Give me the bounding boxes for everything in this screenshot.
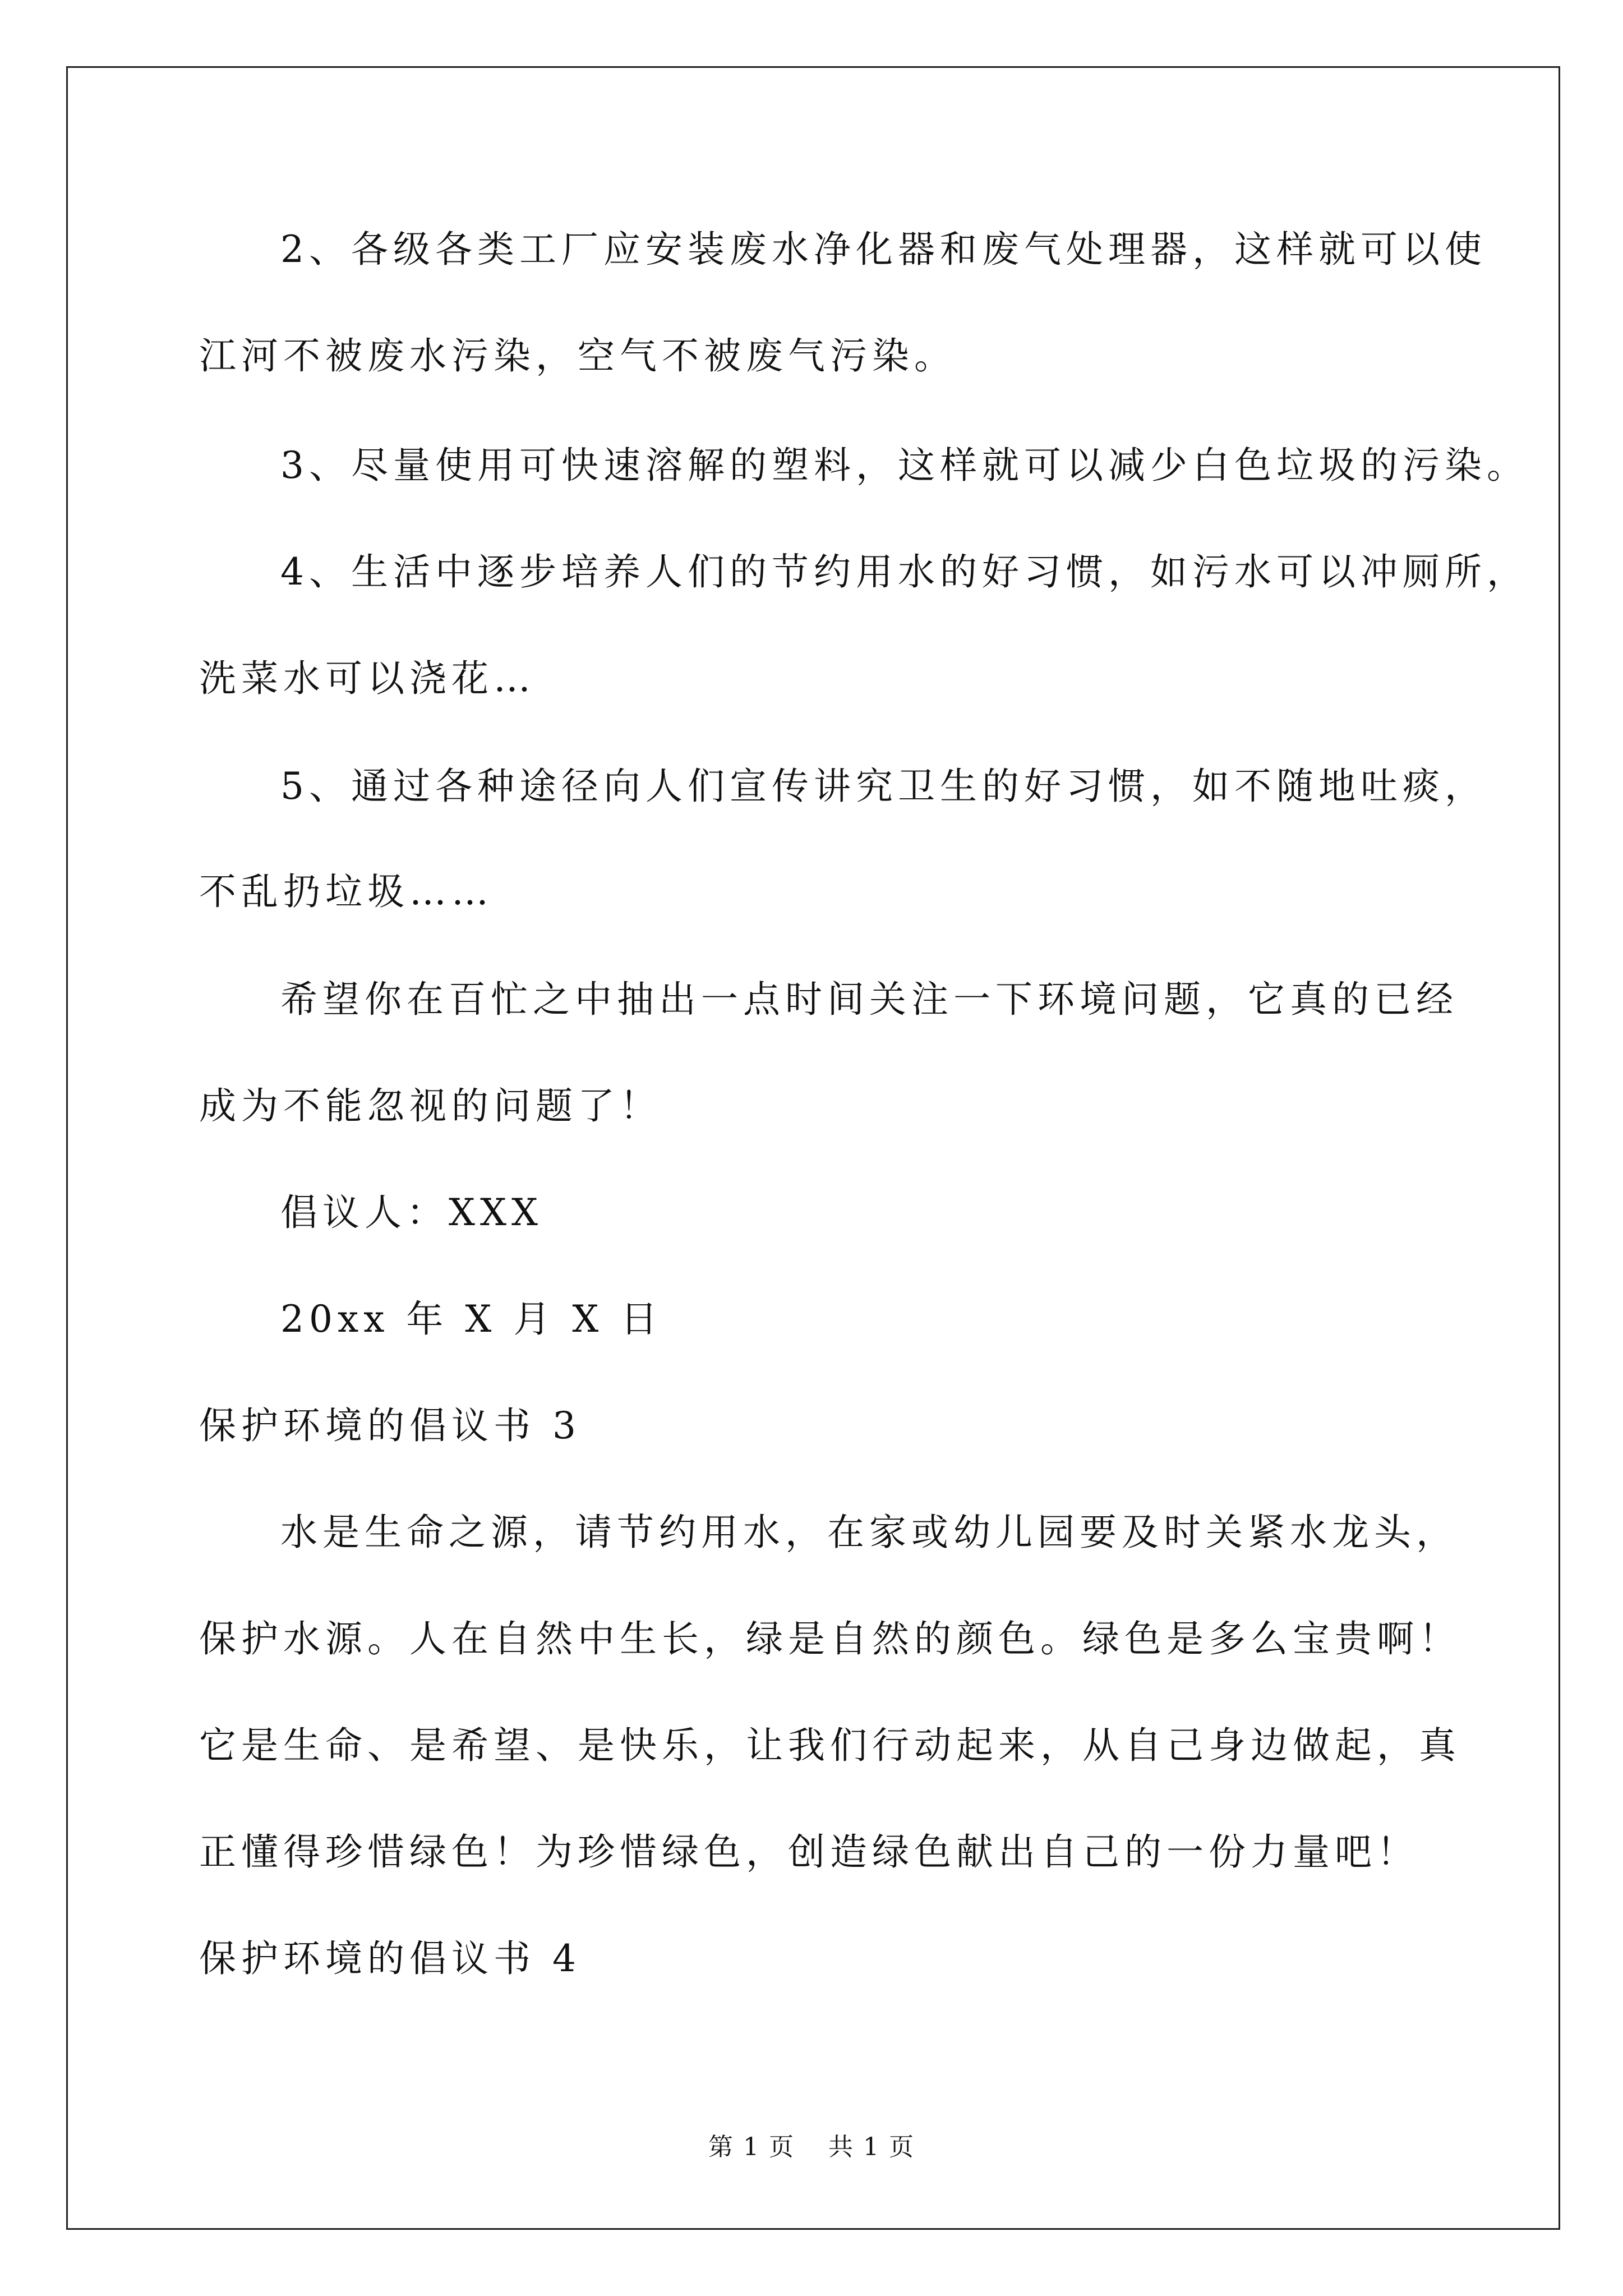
page-number: 第 1 页	[708, 2133, 795, 2161]
paragraph-line: 它是生命、是希望、是快乐，让我们行动起来，从自己身边做起，真	[199, 1724, 1461, 1767]
paragraph-line: 成为不能忽视的问题了！	[199, 1084, 662, 1128]
paragraph-line: 水是生命之源，请节约用水，在家或幼儿园要及时关紧水龙头，	[280, 1511, 1458, 1554]
paragraph-line: 江河不被废水污染，空气不被废气污染。	[199, 334, 956, 378]
date-line: 20xx 年 X 月 X 日	[280, 1297, 663, 1341]
paragraph-line: 保护水源。人在自然中生长，绿是自然的颜色。绿色是多么宝贵啊！	[199, 1617, 1461, 1660]
paragraph-line: 不乱扔垃圾……	[199, 870, 494, 913]
section-heading: 保护环境的倡议书 4	[199, 1937, 581, 1980]
paragraph-line: 3、尽量使用可快速溶解的塑料，这样就可以减少白色垃圾的污染。	[280, 444, 1529, 487]
paragraph-line: 洗菜水可以浇花…	[199, 657, 536, 700]
paragraph-line: 正懂得珍惜绿色！为珍惜绿色，创造绿色献出自己的一份力量吧！	[199, 1830, 1419, 1874]
paragraph-line: 2、各级各类工厂应安装废水净化器和废气处理器，这样就可以使	[280, 228, 1487, 271]
paragraph-line: 5、通过各种途径向人们宣传讲究卫生的好习惯，如不随地吐痰，	[280, 765, 1487, 808]
page-footer	[0, 2132, 1623, 2163]
paragraph-line: 希望你在百忙之中抽出一点时间关注一下环境问题，它真的已经	[280, 978, 1458, 1021]
section-heading: 保护环境的倡议书 3	[199, 1404, 581, 1447]
page-border	[66, 66, 1560, 2230]
paragraph-line: 4、生活中逐步培养人们的节约用水的好习惯，如污水可以冲厕所，	[280, 550, 1529, 593]
signer-line: 倡议人：XXX	[280, 1191, 543, 1234]
page-total: 共 1 页	[828, 2133, 915, 2161]
